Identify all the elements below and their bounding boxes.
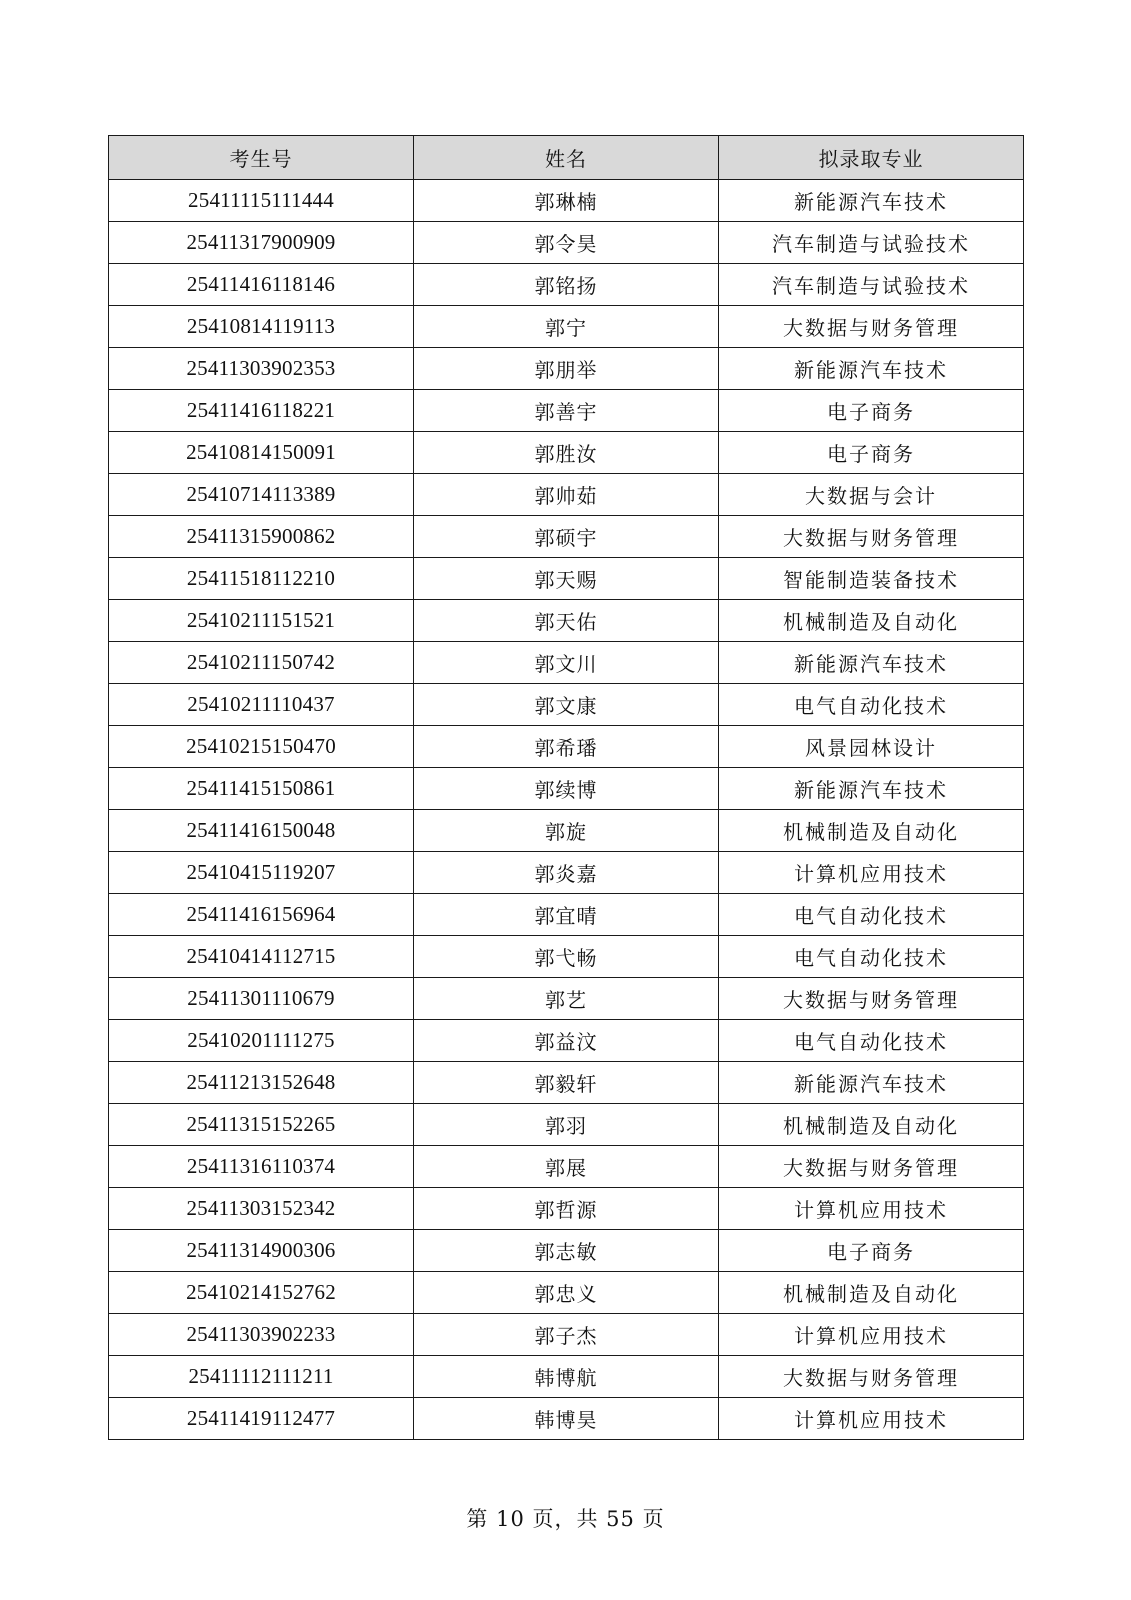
major-cell: 汽车制造与试验技术 <box>719 222 1024 264</box>
exam-id-cell: 25411303152342 <box>109 1188 414 1230</box>
table-row <box>109 516 1024 558</box>
exam-id-cell: 25411415150861 <box>109 768 414 810</box>
student-name-cell: 郭毅轩 <box>414 1062 719 1104</box>
table-row <box>109 432 1024 474</box>
exam-id-cell: 25411419112477 <box>109 1398 414 1440</box>
exam-id-cell: 25411303902353 <box>109 348 414 390</box>
table-header-row <box>109 136 1024 180</box>
table-row <box>109 726 1024 768</box>
header-major: 拟录取专业 <box>719 136 1024 180</box>
exam-id-cell: 25411303902233 <box>109 1314 414 1356</box>
table-row <box>109 1146 1024 1188</box>
table-body <box>109 180 1024 1440</box>
table-row <box>109 558 1024 600</box>
exam-id-cell: 25411518112210 <box>109 558 414 600</box>
student-name-cell: 郭帅茹 <box>414 474 719 516</box>
major-cell: 计算机应用技术 <box>719 1398 1024 1440</box>
student-name-cell: 郭希璠 <box>414 726 719 768</box>
student-name-cell: 郭续博 <box>414 768 719 810</box>
major-cell: 新能源汽车技术 <box>719 1062 1024 1104</box>
admission-list <box>108 135 1023 1440</box>
major-cell: 电气自动化技术 <box>719 1020 1024 1062</box>
exam-id-cell: 25410214152762 <box>109 1272 414 1314</box>
exam-id-cell: 25410414112715 <box>109 936 414 978</box>
major-cell: 汽车制造与试验技术 <box>719 264 1024 306</box>
student-name-cell: 郭羽 <box>414 1104 719 1146</box>
exam-id-cell: 25411115111444 <box>109 180 414 222</box>
table-row <box>109 684 1024 726</box>
student-name-cell: 郭文川 <box>414 642 719 684</box>
table-row <box>109 222 1024 264</box>
exam-id-cell: 25411316110374 <box>109 1146 414 1188</box>
exam-id-cell: 25410714113389 <box>109 474 414 516</box>
exam-id-cell: 25411315900862 <box>109 516 414 558</box>
table-row <box>109 264 1024 306</box>
header-exam-id: 考生号 <box>109 136 414 180</box>
student-name-cell: 郭志敏 <box>414 1230 719 1272</box>
major-cell: 大数据与会计 <box>719 474 1024 516</box>
table-row <box>109 306 1024 348</box>
table-row <box>109 1272 1024 1314</box>
student-name-cell: 郭天赐 <box>414 558 719 600</box>
table-row <box>109 1062 1024 1104</box>
student-name-cell: 韩博昊 <box>414 1398 719 1440</box>
major-cell: 大数据与财务管理 <box>719 1146 1024 1188</box>
table-row <box>109 1230 1024 1272</box>
student-name-cell: 郭弋畅 <box>414 936 719 978</box>
table-row <box>109 390 1024 432</box>
exam-id-cell: 25410415119207 <box>109 852 414 894</box>
major-cell: 新能源汽车技术 <box>719 768 1024 810</box>
student-name-cell: 韩博航 <box>414 1356 719 1398</box>
major-cell: 电子商务 <box>719 390 1024 432</box>
student-name-cell: 郭益汶 <box>414 1020 719 1062</box>
major-cell: 计算机应用技术 <box>719 852 1024 894</box>
student-name-cell: 郭胜汝 <box>414 432 719 474</box>
student-name-cell: 郭铭扬 <box>414 264 719 306</box>
major-cell: 计算机应用技术 <box>719 1314 1024 1356</box>
major-cell: 新能源汽车技术 <box>719 642 1024 684</box>
exam-id-cell: 25411317900909 <box>109 222 414 264</box>
major-cell: 风景园林设计 <box>719 726 1024 768</box>
exam-id-cell: 25410215150470 <box>109 726 414 768</box>
admission-table <box>108 135 1024 1440</box>
table-row <box>109 180 1024 222</box>
major-cell: 新能源汽车技术 <box>719 180 1024 222</box>
major-cell: 智能制造装备技术 <box>719 558 1024 600</box>
major-cell: 电子商务 <box>719 1230 1024 1272</box>
student-name-cell: 郭艺 <box>414 978 719 1020</box>
major-cell: 新能源汽车技术 <box>719 348 1024 390</box>
student-name-cell: 郭令昊 <box>414 222 719 264</box>
major-cell: 计算机应用技术 <box>719 1188 1024 1230</box>
major-cell: 大数据与财务管理 <box>719 306 1024 348</box>
student-name-cell: 郭炎嘉 <box>414 852 719 894</box>
exam-id-cell: 25410211110437 <box>109 684 414 726</box>
major-cell: 电气自动化技术 <box>719 894 1024 936</box>
major-cell: 机械制造及自动化 <box>719 810 1024 852</box>
table-row <box>109 1314 1024 1356</box>
table-row <box>109 1020 1024 1062</box>
table-row <box>109 642 1024 684</box>
major-cell: 机械制造及自动化 <box>719 1272 1024 1314</box>
table-row <box>109 1398 1024 1440</box>
table-row <box>109 894 1024 936</box>
table-row <box>109 1356 1024 1398</box>
student-name-cell: 郭宜晴 <box>414 894 719 936</box>
student-name-cell: 郭善宇 <box>414 390 719 432</box>
exam-id-cell: 25411301110679 <box>109 978 414 1020</box>
exam-id-cell: 25410814150091 <box>109 432 414 474</box>
table-row <box>109 474 1024 516</box>
exam-id-cell: 25411416156964 <box>109 894 414 936</box>
student-name-cell: 郭哲源 <box>414 1188 719 1230</box>
student-name-cell: 郭展 <box>414 1146 719 1188</box>
exam-id-cell: 25411213152648 <box>109 1062 414 1104</box>
page-number: 第 10 页，共 55 页 <box>466 1507 665 1531</box>
table-row <box>109 936 1024 978</box>
exam-id-cell: 25411416118146 <box>109 264 414 306</box>
table-row <box>109 600 1024 642</box>
exam-id-cell: 25410814119113 <box>109 306 414 348</box>
exam-id-cell: 25411315152265 <box>109 1104 414 1146</box>
major-cell: 机械制造及自动化 <box>719 1104 1024 1146</box>
student-name-cell: 郭子杰 <box>414 1314 719 1356</box>
major-cell: 电子商务 <box>719 432 1024 474</box>
table-row <box>109 852 1024 894</box>
exam-id-cell: 25410201111275 <box>109 1020 414 1062</box>
student-name-cell: 郭天佑 <box>414 600 719 642</box>
exam-id-cell: 25411314900306 <box>109 1230 414 1272</box>
student-name-cell: 郭硕宇 <box>414 516 719 558</box>
student-name-cell: 郭旋 <box>414 810 719 852</box>
table-row <box>109 1104 1024 1146</box>
table-row <box>109 810 1024 852</box>
student-name-cell: 郭忠义 <box>414 1272 719 1314</box>
student-name-cell: 郭琳楠 <box>414 180 719 222</box>
table-row <box>109 978 1024 1020</box>
major-cell: 大数据与财务管理 <box>719 516 1024 558</box>
exam-id-cell: 25411112111211 <box>109 1356 414 1398</box>
major-cell: 机械制造及自动化 <box>719 600 1024 642</box>
student-name-cell: 郭宁 <box>414 306 719 348</box>
major-cell: 大数据与财务管理 <box>719 978 1024 1020</box>
major-cell: 电气自动化技术 <box>719 684 1024 726</box>
exam-id-cell: 25411416118221 <box>109 390 414 432</box>
exam-id-cell: 25410211151521 <box>109 600 414 642</box>
student-name-cell: 郭朋举 <box>414 348 719 390</box>
table-row <box>109 348 1024 390</box>
exam-id-cell: 25410211150742 <box>109 642 414 684</box>
table-row <box>109 768 1024 810</box>
major-cell: 大数据与财务管理 <box>719 1356 1024 1398</box>
header-name: 姓名 <box>414 136 719 180</box>
exam-id-cell: 25411416150048 <box>109 810 414 852</box>
student-name-cell: 郭文康 <box>414 684 719 726</box>
table-row <box>109 1188 1024 1230</box>
major-cell: 电气自动化技术 <box>719 936 1024 978</box>
